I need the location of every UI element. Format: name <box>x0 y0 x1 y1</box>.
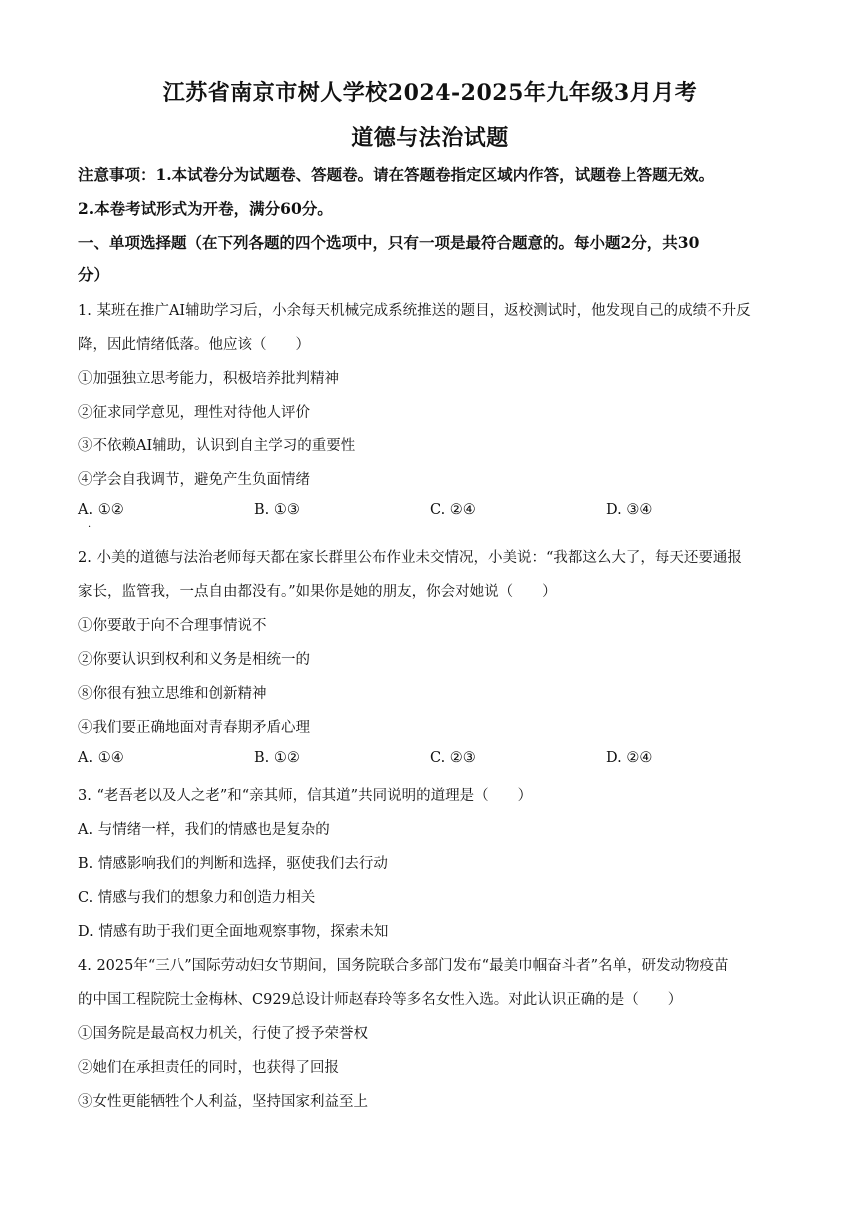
notes-line-2: 2.本卷考试形式为开卷，满分60分。 <box>78 199 333 218</box>
question-2-item-3: ⑧你很有独立思维和创新精神 <box>78 686 267 702</box>
section-heading: 一、单项选择题（在下列各题的四个选项中，只有一项是最符合题意的。每小题2分，共30 <box>78 233 700 252</box>
question-1-stem-cont: 降，因此情绪低落。他应该（ ） <box>78 337 310 353</box>
exam-subtitle: 道德与法治试题 <box>351 125 509 151</box>
question-1-option-a: A. ①② <box>78 502 124 518</box>
question-3-stem: 3. “老吾老以及人之老”和“亲其师，信其道”共同说明的道理是（ ） <box>78 788 533 804</box>
question-1-option-c: C. ②④ <box>430 502 476 518</box>
question-3-option-c: C. 情感与我们的想象力和创造力相关 <box>78 890 316 906</box>
stray-dot-mark: · <box>88 522 92 533</box>
question-4-stem: 4. 2025年“三八”国际劳动妇女节期间，国务院联合多部门发布“最美巾帼奋斗者”名单，研发动物疫苗 <box>78 958 729 974</box>
question-2-option-b: B. ①② <box>254 750 300 766</box>
question-2-item-2: ②你要认识到权利和义务是相统一的 <box>78 652 310 668</box>
question-1-option-b: B. ①③ <box>254 502 300 518</box>
question-2-option-c: C. ②③ <box>430 750 476 766</box>
question-4-item-1: ①国务院是最高权力机关，行使了授予荣誉权 <box>78 1026 368 1042</box>
question-2-option-a: A. ①④ <box>78 750 124 766</box>
question-1-stem: 1. 某班在推广AI辅助学习后，小余每天机械完成系统推送的题目，返校测试时，他发现自己的成绩不升反 <box>78 303 751 319</box>
question-3-option-d: D. 情感有助于我们更全面地观察事物，探索未知 <box>78 924 389 940</box>
question-2-item-4: ④我们要正确地面对青春期矛盾心理 <box>78 720 310 736</box>
notes-line-1: 注意事项：1.本试卷分为试题卷、答题卷。请在答题卷指定区域内作答，试题卷上答题无效。 <box>78 165 715 184</box>
question-1-item-2: ②征求同学意见，理性对待他人评价 <box>78 405 310 421</box>
question-3-option-a: A. 与情绪一样，我们的情感也是复杂的 <box>78 822 330 838</box>
question-1-option-d: D. ③④ <box>606 502 653 518</box>
section-heading-cont: 分） <box>78 265 110 284</box>
question-2-stem: 2. 小美的道德与法治老师每天都在家长群里公布作业未交情况，小美说：“我都这么大了，每天还要通报 <box>78 550 742 566</box>
question-4-item-2: ②她们在承担责任的同时，也获得了回报 <box>78 1060 339 1076</box>
question-1-item-3: ③不依赖AI辅助，认识到自主学习的重要性 <box>78 438 356 454</box>
question-2-option-d: D. ②④ <box>606 750 653 766</box>
question-3-option-b: B. 情感影响我们的判断和选择，驱使我们去行动 <box>78 856 388 872</box>
question-2-item-1: ①你要敢于向不合理事情说不 <box>78 618 267 634</box>
question-1-item-4: ④学会自我调节，避免产生负面情绪 <box>78 472 310 488</box>
question-4-stem-cont: 的中国工程院院士金梅林、C929总设计师赵春玲等多名女性入选。对此认识正确的是（ ） <box>78 992 683 1008</box>
question-4-item-3: ③女性更能牺牲个人利益，坚持国家利益至上 <box>78 1094 368 1110</box>
question-1-item-1: ①加强独立思考能力，积极培养批判精神 <box>78 371 339 387</box>
question-2-stem-cont: 家长，监管我，一点自由都没有。”如果你是她的朋友，你会对她说（ ） <box>78 584 557 600</box>
exam-title: 江苏省南京市树人学校2024-2025年九年级3月月考 <box>162 80 698 106</box>
